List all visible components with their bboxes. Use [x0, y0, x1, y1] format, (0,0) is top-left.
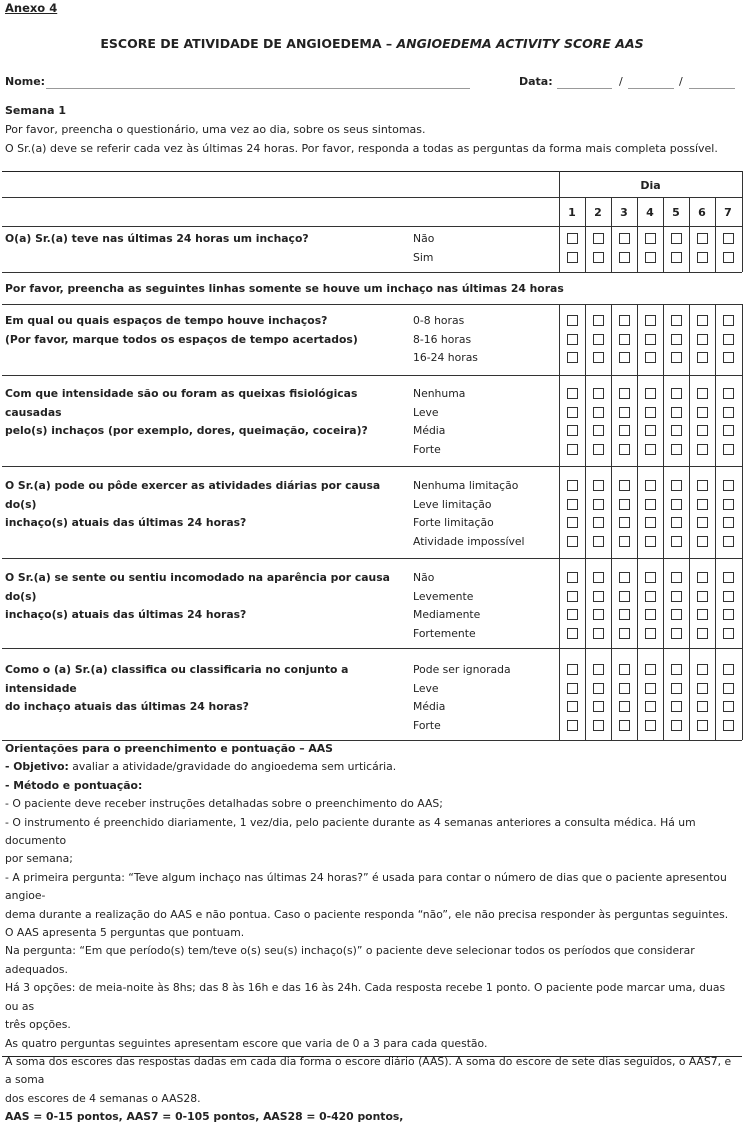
day-checkbox[interactable]: [723, 233, 734, 244]
day-checkbox[interactable]: [619, 315, 630, 326]
day-checkbox[interactable]: [619, 701, 630, 712]
day-checkbox[interactable]: [593, 315, 604, 326]
question-had-swelling: [5, 230, 405, 249]
day-checkbox[interactable]: [671, 252, 682, 263]
day-checkbox[interactable]: [723, 480, 734, 491]
option-label: Pode ser ignorada: [413, 663, 511, 676]
day-checkbox[interactable]: [671, 388, 682, 399]
question-line: inchaço(s) atuais das últimas 24 horas?: [5, 516, 247, 529]
day-checkbox[interactable]: [567, 352, 578, 363]
options-time-periods: [413, 312, 478, 368]
day-checkbox[interactable]: [645, 388, 656, 399]
day-checkbox[interactable]: [593, 388, 604, 399]
column-divider: [585, 304, 586, 740]
day-checkbox[interactable]: [697, 499, 708, 510]
day-checkbox[interactable]: [645, 352, 656, 363]
row-divider: [2, 558, 742, 559]
day-checkbox[interactable]: [567, 701, 578, 712]
day-checkbox[interactable]: [697, 609, 708, 620]
question-line: O Sr.(a) pode ou pôde exercer as atividades diárias por causa do(s): [5, 479, 381, 511]
day-checkbox[interactable]: [697, 517, 708, 528]
instruction-row: Por favor, preencha as seguintes linhas somente se houve um inchaço nas últimas 24 horas: [5, 282, 564, 295]
question-line: pelo(s) inchaços (por exemplo, dores, queimação, coceira)?: [5, 424, 368, 437]
day-checkbox[interactable]: [645, 536, 656, 547]
day-checkbox[interactable]: [645, 407, 656, 418]
instruction-line: dema durante a realização do AAS e não pontua. Caso o paciente responda “não”, ele não precisa responder às perguntas seguintes.: [5, 907, 729, 921]
date-slash: /: [619, 75, 623, 88]
day-checkbox[interactable]: [645, 334, 656, 345]
question-time-periods: [5, 312, 405, 349]
row-divider: [2, 304, 742, 305]
day-checkbox[interactable]: [645, 315, 656, 326]
dia-header: Dia: [640, 179, 661, 192]
day-checkbox[interactable]: [593, 628, 604, 639]
column-divider: [663, 304, 664, 740]
day-checkbox[interactable]: [645, 683, 656, 694]
option-label: Leve: [413, 405, 439, 419]
day-checkbox[interactable]: [671, 407, 682, 418]
day-checkbox[interactable]: [567, 628, 578, 639]
option-label: Leve: [413, 681, 439, 695]
day-checkbox[interactable]: [697, 233, 708, 244]
question-line: do inchaço atuais das últimas 24 horas?: [5, 700, 249, 713]
day-checkbox[interactable]: [671, 628, 682, 639]
day-checkbox[interactable]: [593, 536, 604, 547]
option-label: Atividade impossível: [413, 534, 525, 548]
column-divider: [689, 304, 690, 740]
day-checkbox[interactable]: [593, 683, 604, 694]
day-checkbox[interactable]: [567, 334, 578, 345]
date-year-field[interactable]: [689, 88, 735, 89]
day-checkbox[interactable]: [645, 609, 656, 620]
day-checkbox[interactable]: [671, 609, 682, 620]
day-checkbox[interactable]: [671, 517, 682, 528]
instruction-line: As quatro perguntas seguintes apresentam escore que varia de 0 a 3 para cada questão.: [5, 1036, 488, 1050]
day-checkbox[interactable]: [593, 572, 604, 583]
day-checkbox[interactable]: [567, 315, 578, 326]
day-checkbox[interactable]: [697, 720, 708, 731]
day-checkbox[interactable]: [619, 720, 630, 731]
instructions-heading: Orientações para o preenchimento e pontuação – AAS: [5, 742, 333, 755]
date-label: Data:: [519, 75, 553, 88]
day-checkbox[interactable]: [697, 252, 708, 263]
day-checkbox[interactable]: [619, 352, 630, 363]
option-label: Leve limitação: [413, 497, 492, 511]
day-checkbox[interactable]: [567, 444, 578, 455]
day-checkbox[interactable]: [593, 407, 604, 418]
column-divider: [637, 304, 638, 740]
option-label: 16-24 horas: [413, 351, 478, 364]
day-checkbox[interactable]: [645, 233, 656, 244]
day-checkbox[interactable]: [723, 664, 734, 675]
day-number: 1: [568, 206, 576, 219]
day-checkbox[interactable]: [619, 664, 630, 675]
day-checkbox[interactable]: [619, 536, 630, 547]
day-checkbox[interactable]: [723, 591, 734, 602]
day-checkbox[interactable]: [619, 499, 630, 510]
day-checkbox[interactable]: [619, 591, 630, 602]
options-daily-activities: [413, 477, 524, 551]
option-label: Nenhuma limitação: [413, 479, 519, 492]
day-checkbox[interactable]: [671, 701, 682, 712]
option-label: Mediamente: [413, 608, 481, 621]
day-number: 3: [620, 206, 628, 219]
day-checkbox[interactable]: [645, 572, 656, 583]
row-divider: [2, 375, 742, 376]
column-divider: [742, 304, 743, 740]
question-line: (Por favor, marque todos os espaços de tempo acertados): [5, 332, 358, 346]
day-checkbox[interactable]: [645, 444, 656, 455]
day-checkbox[interactable]: [723, 407, 734, 418]
title-main: ESCORE DE ATIVIDADE DE ANGIOEDEMA –: [100, 36, 397, 51]
day-checkbox[interactable]: [567, 572, 578, 583]
day-checkbox[interactable]: [723, 444, 734, 455]
day-checkbox[interactable]: [567, 664, 578, 675]
question-line: O(a) Sr.(a) teve nas últimas 24 horas um inchaço?: [5, 232, 309, 245]
day-checkbox[interactable]: [619, 407, 630, 418]
day-checkbox[interactable]: [645, 720, 656, 731]
option-label: 8-16 horas: [413, 332, 472, 346]
day-checkbox[interactable]: [723, 315, 734, 326]
day-checkbox[interactable]: [697, 425, 708, 436]
option-label: Não: [413, 571, 435, 584]
day-checkbox[interactable]: [723, 352, 734, 363]
page-title: [0, 36, 744, 51]
row-divider: [2, 226, 742, 227]
instruction-line: O AAS apresenta 5 perguntas que pontuam.: [5, 926, 245, 940]
day-checkbox[interactable]: [697, 683, 708, 694]
day-checkbox[interactable]: [619, 517, 630, 528]
day-checkbox[interactable]: [645, 591, 656, 602]
day-checkbox[interactable]: [567, 480, 578, 491]
instruction-line: A soma dos escores das respostas dadas em cada dia forma o escore diário (AAS). A soma do escore de sete dias seguidos, o AAS7, e a soma: [5, 1054, 732, 1087]
column-divider: [742, 171, 743, 272]
day-checkbox[interactable]: [593, 591, 604, 602]
annex-label: Anexo 4: [5, 1, 58, 15]
day-checkbox[interactable]: [567, 252, 578, 263]
instruction-line: por semana;: [5, 852, 73, 866]
option-label: Sim: [413, 250, 434, 264]
day-checkbox[interactable]: [723, 499, 734, 510]
day-checkbox[interactable]: [619, 572, 630, 583]
option-label: Forte: [413, 442, 441, 456]
day-checkbox[interactable]: [671, 683, 682, 694]
options-appearance: [413, 569, 480, 643]
day-checkbox[interactable]: [723, 572, 734, 583]
table-top-border: [2, 171, 742, 172]
option-label: Não: [413, 232, 435, 245]
instruction-line: - A primeira pergunta: “Teve algum inchaço nas últimas 24 horas?” é usada para contar o número de dias que o paciente apresentou angioe-: [5, 870, 727, 903]
option-label: 0-8 horas: [413, 314, 465, 327]
day-checkbox[interactable]: [567, 407, 578, 418]
day-checkbox[interactable]: [697, 480, 708, 491]
day-checkbox[interactable]: [697, 352, 708, 363]
day-checkbox[interactable]: [723, 334, 734, 345]
row-divider: [2, 466, 742, 467]
day-checkbox[interactable]: [645, 701, 656, 712]
options-intensity: [413, 385, 465, 459]
day-checkbox[interactable]: [567, 517, 578, 528]
day-checkbox[interactable]: [697, 701, 708, 712]
row-divider: [2, 272, 742, 273]
day-checkbox[interactable]: [671, 334, 682, 345]
day-checkbox[interactable]: [593, 444, 604, 455]
day-checkbox[interactable]: [723, 609, 734, 620]
day-checkbox[interactable]: [671, 425, 682, 436]
day-checkbox[interactable]: [697, 444, 708, 455]
day-checkbox[interactable]: [671, 572, 682, 583]
option-label: Média: [413, 700, 446, 713]
question-line: O Sr.(a) se sente ou sentiu incomodado na aparência por causa do(s): [5, 571, 390, 603]
day-checkbox[interactable]: [671, 536, 682, 547]
question-overall-intensity: [5, 661, 405, 717]
option-label: Levemente: [413, 589, 474, 603]
day-checkbox[interactable]: [671, 352, 682, 363]
objective-line: [5, 758, 740, 776]
day-checkbox[interactable]: [593, 352, 604, 363]
method-label: - Método e pontuação:: [5, 778, 143, 792]
day-checkbox[interactable]: [671, 664, 682, 675]
day-checkbox[interactable]: [671, 315, 682, 326]
day-checkbox[interactable]: [567, 499, 578, 510]
day-number: 7: [724, 206, 732, 219]
date-slash: /: [679, 75, 683, 88]
day-checkbox[interactable]: [723, 517, 734, 528]
day-checkbox[interactable]: [619, 609, 630, 620]
day-checkbox[interactable]: [671, 591, 682, 602]
day-checkbox[interactable]: [593, 701, 604, 712]
option-label: Fortemente: [413, 626, 476, 640]
day-checkbox[interactable]: [723, 252, 734, 263]
option-label: Forte: [413, 718, 441, 732]
day-checkbox[interactable]: [671, 720, 682, 731]
instruction-line: Há 3 opções: de meia-noite às 8hs; das 8 às 16h e das 16 às 24h. Cada resposta recebe 1 ponto. O paciente pode marcar uma, duas ou as: [5, 981, 726, 1013]
day-checkbox[interactable]: [645, 628, 656, 639]
day-checkbox[interactable]: [593, 334, 604, 345]
day-checkbox[interactable]: [593, 233, 604, 244]
day-checkbox[interactable]: [645, 252, 656, 263]
day-checkbox[interactable]: [697, 664, 708, 675]
day-checkbox[interactable]: [723, 683, 734, 694]
day-checkbox[interactable]: [567, 536, 578, 547]
day-number: 4: [646, 206, 654, 219]
question-appearance: [5, 569, 405, 625]
row-divider: [2, 648, 742, 649]
day-checkbox[interactable]: [671, 233, 682, 244]
day-checkbox[interactable]: [697, 388, 708, 399]
question-intensity: [5, 385, 405, 441]
day-checkbox[interactable]: [619, 480, 630, 491]
title-italic: ANGIOEDEMA ACTIVITY SCORE AAS: [396, 36, 644, 51]
day-checkbox[interactable]: [723, 536, 734, 547]
day-checkbox[interactable]: [619, 233, 630, 244]
intro-line: O Sr.(a) deve se referir cada vez às últimas 24 horas. Por favor, responda a todas as perguntas da forma mais completa possível.: [5, 142, 718, 155]
day-checkbox[interactable]: [697, 591, 708, 602]
day-checkbox[interactable]: [697, 572, 708, 583]
name-label: Nome:: [5, 75, 46, 88]
column-divider: [611, 304, 612, 740]
option-label: Nenhuma: [413, 387, 466, 400]
day-number: 6: [698, 206, 706, 219]
day-checkbox[interactable]: [567, 720, 578, 731]
day-checkbox[interactable]: [697, 315, 708, 326]
day-checkbox[interactable]: [619, 334, 630, 345]
day-checkbox[interactable]: [619, 388, 630, 399]
day-checkbox[interactable]: [697, 334, 708, 345]
day-checkbox[interactable]: [645, 425, 656, 436]
day-checkbox[interactable]: [593, 664, 604, 675]
instruction-line: - O paciente deve receber instruções detalhadas sobre o preenchimento do AAS;: [5, 797, 443, 811]
day-checkbox[interactable]: [671, 444, 682, 455]
day-checkbox[interactable]: [671, 480, 682, 491]
instruction-line: três opções.: [5, 1018, 71, 1032]
day-checkbox[interactable]: [567, 683, 578, 694]
day-checkbox[interactable]: [723, 425, 734, 436]
objective-text: avaliar a atividade/gravidade do angioedema sem urticária.: [68, 760, 397, 774]
question-line: inchaço(s) atuais das últimas 24 horas?: [5, 608, 247, 621]
day-checkbox[interactable]: [567, 233, 578, 244]
day-checkbox[interactable]: [619, 444, 630, 455]
day-checkbox[interactable]: [671, 499, 682, 510]
options-overall-intensity: [413, 661, 511, 735]
column-divider: [559, 171, 560, 272]
column-divider: [559, 304, 560, 740]
question-line: Com que intensidade são ou foram as queixas fisiológicas causadas: [5, 387, 358, 419]
day-checkbox[interactable]: [593, 499, 604, 510]
day-checkbox[interactable]: [645, 499, 656, 510]
day-checkbox[interactable]: [567, 609, 578, 620]
intro-line: Por favor, preencha o questionário, uma vez ao dia, sobre os seus sintomas.: [5, 123, 426, 136]
instruction-line: dos escores de 4 semanas o AAS28.: [5, 1091, 201, 1105]
day-checkbox[interactable]: [723, 388, 734, 399]
day-number: 2: [594, 206, 602, 219]
day-checkbox[interactable]: [645, 664, 656, 675]
day-checkbox[interactable]: [593, 720, 604, 731]
day-checkbox[interactable]: [619, 425, 630, 436]
day-checkbox[interactable]: [619, 252, 630, 263]
question-daily-activities: [5, 477, 405, 533]
day-checkbox[interactable]: [593, 252, 604, 263]
day-checkbox[interactable]: [567, 425, 578, 436]
day-checkbox[interactable]: [593, 517, 604, 528]
option-label: Forte limitação: [413, 516, 494, 529]
bottom-rule: [2, 1056, 742, 1057]
day-checkbox[interactable]: [697, 628, 708, 639]
day-checkbox[interactable]: [645, 517, 656, 528]
day-checkbox[interactable]: [723, 628, 734, 639]
day-checkbox[interactable]: [593, 425, 604, 436]
day-checkbox[interactable]: [723, 701, 734, 712]
day-checkbox[interactable]: [593, 480, 604, 491]
day-checkbox[interactable]: [567, 388, 578, 399]
day-checkbox[interactable]: [697, 407, 708, 418]
score-ranges: AAS = 0-15 pontos, AAS7 = 0-105 pontos, AAS28 = 0-420 pontos,: [5, 1110, 404, 1124]
column-divider: [715, 304, 716, 740]
day-checkbox[interactable]: [567, 591, 578, 602]
question-line: Em qual ou quais espaços de tempo houve inchaços?: [5, 314, 328, 327]
week-label: Semana 1: [5, 104, 67, 117]
question-line: Como o (a) Sr.(a) classifica ou classificaria no conjunto a intensidade: [5, 663, 349, 695]
instruction-line: - O instrumento é preenchido diariamente, 1 vez/dia, pelo paciente durante as 4 semanas anteriores a consulta médica. Há um documento: [5, 815, 696, 848]
option-label: Média: [413, 424, 446, 437]
day-checkbox[interactable]: [697, 536, 708, 547]
day-number: 5: [672, 206, 680, 219]
scoring-instructions: [5, 740, 740, 1127]
day-checkbox[interactable]: [619, 628, 630, 639]
date-month-field[interactable]: [628, 88, 674, 89]
row-divider: [2, 197, 742, 198]
date-day-field[interactable]: [557, 88, 612, 89]
instruction-line: Na pergunta: “Em que período(s) tem/teve o(s) seu(s) inchaço(s)” o paciente deve selecionar todos os períodos que considerar adequados.: [5, 944, 695, 976]
day-checkbox[interactable]: [619, 683, 630, 694]
day-checkbox[interactable]: [723, 720, 734, 731]
options-had-swelling: [413, 230, 434, 267]
name-field[interactable]: [46, 88, 470, 89]
day-checkbox[interactable]: [645, 480, 656, 491]
day-checkbox[interactable]: [593, 609, 604, 620]
objective-label: - Objetivo:: [5, 760, 69, 774]
